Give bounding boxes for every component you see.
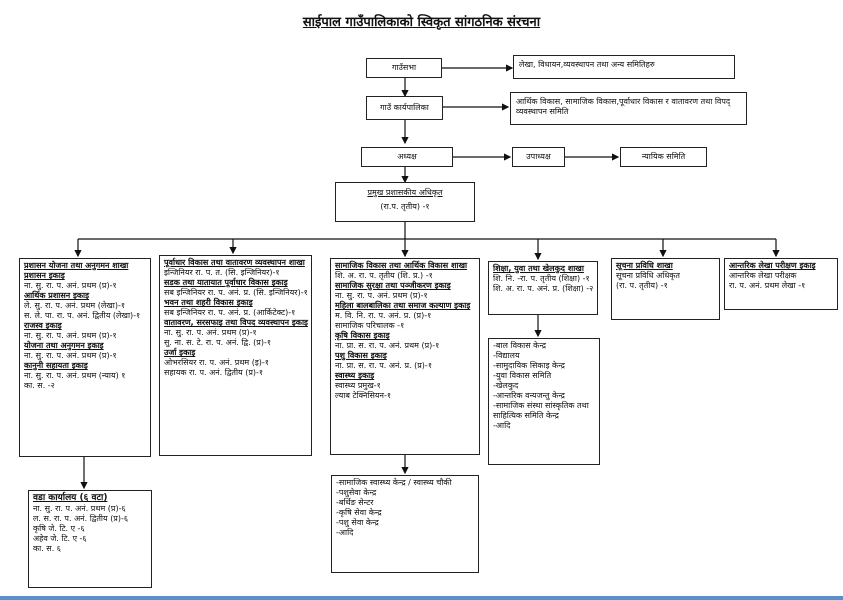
branch-head: सूचना प्रविधि शाखा: [616, 261, 673, 270]
staff-line: का. स. -२: [24, 381, 55, 390]
adhyaksha-node: [361, 147, 453, 167]
staff-line: सूचना प्रविधि अधिकृत: [616, 271, 680, 280]
list-item: -कृषि सेवा केन्द्र: [336, 508, 382, 517]
list-item: -सामाजिक स्वास्थ्य केन्द्र / स्वास्थ्य चौकी: [336, 478, 452, 487]
branch-head: सामाजिक विकास तथा आर्थिक विकास शाखा: [335, 261, 468, 270]
staff-line: अहेव जे. टि. ए -६: [33, 534, 87, 544]
karyapalika-label: गाउँ कार्यपालिका: [380, 103, 429, 112]
staff-line: स. ले. पा. रा. प. अनं. द्वितीय (लेखा)-१: [24, 311, 141, 320]
list-item: -आन्तरिक वन्यजन्तु केन्द्र: [493, 391, 565, 400]
nyayik-node: [620, 147, 707, 167]
staff-line: ना. सु. रा. प. अनं. प्रथम (प्र)-१: [24, 351, 117, 360]
cao-title: प्रमुख प्रशासकीय अधिकृत: [367, 188, 443, 197]
staff-line: ल. स. रा. प. अनं. द्वितीय (प्र)-६: [33, 514, 129, 524]
staff-line: सब इन्जिनियर रा. प. अनं. प्र. (सि. इन्जिनियर)-१: [164, 288, 308, 297]
staff-line: इन्जिनियर रा. प. त. (सि. इन्जिनियर)-१: [164, 268, 280, 277]
staff-line: रा. प. अनं. प्रथम लेखा -१: [729, 281, 806, 290]
staff-line: ना. सु. रा. प. अनं. प्रथम (न्याय) १: [24, 371, 126, 380]
staff-line: सहायक रा. प. अनं. द्वितीय (प्र)-१: [164, 368, 264, 377]
staff-line: ना. सु. रा. प. अनं. प्रथम (प्र)-१: [335, 291, 428, 300]
ward-office-lines: [33, 504, 147, 554]
branch-education: [488, 261, 598, 315]
staff-line: ना. प्रा. स. रा. प. अनं. प्र. (प्र)-१: [335, 361, 432, 370]
karyapalika-node: [366, 96, 443, 120]
unit-heading: प्रशासन इकाइ: [24, 271, 65, 280]
education-units-box: [488, 338, 600, 465]
unit-heading: सडक तथा यातायात पूर्वाधार विकास इकाइ: [164, 278, 288, 287]
unit-heading: सामाजिक सुरक्षा तथा पञ्जीकरण इकाइ: [335, 281, 451, 290]
list-item: -सामाजिक संस्था सांस्कृतिक तथा साहित्यिक समिति केन्द्र: [493, 401, 589, 420]
education-units-list: [493, 341, 595, 431]
staff-line: ना. सु. रा. प. अनं. प्रथम (प्र)-१: [24, 281, 117, 290]
list-item: -पशुसेवा केन्द्र: [336, 488, 377, 497]
staff-line: सब इन्जिनियर रा. प. अनं. प्र. (आर्किटेक्ट)-१: [164, 308, 296, 317]
unit-heading: आर्थिक प्रशासन इकाइ: [24, 291, 90, 300]
branch-head: आन्तरिक लेखा परीक्षण इकाइ: [729, 261, 816, 270]
list-item: -आदि: [336, 528, 354, 537]
upadhyaksha-node: [512, 147, 565, 167]
unit-heading: महिला बालबालिका तथा समाज कल्याण इकाइ: [335, 301, 471, 310]
health-units-list: [336, 478, 474, 538]
staff-line: कृषि जे. टि. ए -६: [33, 524, 85, 534]
cao-level: (रा.प. तृतीय) -१: [380, 202, 430, 211]
health-units-box: [331, 475, 479, 573]
upadhyaksha-label: उपाध्यक्ष: [526, 152, 551, 161]
branch-head: प्रशासन योजना तथा अनुगमन शाखा: [24, 261, 129, 270]
branch-lines: [335, 271, 475, 401]
branch-lines: [616, 271, 715, 291]
page-title: साईपाल गाउँपालिकाको स्विकृत सांगठनिक संरचना: [302, 15, 541, 30]
staff-line: ना. सु. रा. प. अनं. प्रथम (प्र)-६: [33, 504, 126, 514]
branch-it: [611, 258, 720, 320]
branch-head: शिक्षा, युवा तथा खेलकुद शाखा: [493, 264, 584, 273]
branch-lines: [24, 271, 146, 391]
staff-line: शि. अ. रा. प. अनं. प्र. (शिक्षा) -२: [493, 284, 594, 293]
karyapalika-committee-label: आर्थिक विकास, सामाजिक विकास,पूर्वाधार विकास र वातावरण तथा विपद् व्यवस्थापन समिति: [516, 97, 731, 116]
staff-line: का. स. ६: [33, 544, 61, 554]
staff-line: म. वि. नि. रा. प. अनं. प्र. (प्र)-१: [335, 311, 432, 320]
branch-lines: [729, 271, 833, 291]
staff-line: ले. सु. रा. प. अनं. प्रथम (लेखा)-१: [24, 301, 126, 310]
bottom-bar: [0, 596, 843, 600]
branch-infrastructure: [159, 255, 312, 456]
unit-heading: कृषि विकास इकाइ: [335, 331, 390, 340]
list-item: -आदि: [493, 421, 511, 430]
branch-social-economic: [330, 258, 480, 455]
list-item: -युवा विकास समिति: [493, 371, 552, 380]
branch-lines: [164, 268, 307, 378]
staff-line: स्वास्थ्य प्रमुख-१: [335, 381, 381, 390]
staff-line: सामाजिक परिचालक -१: [335, 321, 405, 330]
gaunsabha-committee-node: [513, 55, 735, 79]
list-item: -बर्थिङ सेन्टर: [336, 498, 374, 507]
staff-line: ना. सु. रा. प. अनं. प्रथम (प्र)-१: [164, 328, 257, 337]
unit-heading: कानुनी सहायता इकाइ: [24, 361, 88, 370]
list-item: -बाल विकास केन्द्र: [493, 341, 547, 350]
list-item: -विद्यालय: [493, 351, 520, 360]
list-item: -पशु सेवा केन्द्र: [336, 518, 379, 527]
unit-heading: भवन तथा शहरी विकास इकाइ: [164, 298, 253, 307]
unit-heading: योजना तथा अनुगमन इकाइ: [24, 341, 104, 350]
branch-audit: [724, 258, 838, 310]
gaunsabha-committee-label: लेखा, विधायन,व्यवस्थापन तथा अन्य समितिहरु: [519, 60, 655, 69]
staff-line: (रा. प. तृतीय) -१: [616, 281, 668, 290]
karyapalika-committee-node: [510, 92, 747, 125]
unit-heading: पशु विकास इकाइ: [335, 351, 387, 360]
staff-line: शि. नि. -रा. प. तृतीय (शिक्षा) -१: [493, 274, 590, 283]
staff-line: ना. सु. रा. प. अनं. प्रथम (प्र)-१: [24, 331, 117, 340]
gaunsabha-label: गाउँसभा: [391, 63, 417, 72]
list-item: -सामुदायिक सिकाइ केन्द्र: [493, 361, 565, 370]
staff-line: सु. ना. स. टे. रा. प. अनं. द्वि. (प्र)-१: [164, 338, 271, 347]
staff-line: आन्तरिक लेखा परीक्षक: [729, 271, 797, 280]
staff-line: ल्याब टेक्निसियन-१: [335, 391, 392, 400]
branch-admin: [19, 258, 151, 457]
branch-head: पूर्वाधार विकास तथा वातावरण व्यवस्थापन शाखा: [164, 258, 305, 267]
ward-office-title: वडा कार्यालय (६ वटा): [33, 493, 108, 503]
staff-line: ना. प्रा. स. रा. प. अनं. प्रथम (प्र)-१: [335, 341, 440, 350]
unit-heading: उर्जा इकाइ: [164, 348, 196, 357]
ward-office-box: [28, 490, 152, 588]
list-item: -खेलकुद: [493, 381, 519, 390]
cao-node: [335, 182, 475, 222]
adhyaksha-label: अध्यक्ष: [397, 152, 417, 161]
nyayik-label: न्यायिक समिति: [641, 152, 686, 161]
staff-line: शि. अ. रा. प. तृतीय (शि. प्र.) -१: [335, 271, 433, 280]
staff-line: ओभरसियर रा. प. अनं. प्रथम (इ)-१: [164, 358, 269, 367]
branch-lines: [493, 274, 593, 294]
unit-heading: स्वास्थ्य इकाइ: [335, 371, 375, 380]
unit-heading: राजस्व इकाइ: [24, 321, 62, 330]
unit-heading: वातावरण, सरसफाइ तथा विपद व्यवस्थापन इकाइ: [164, 318, 308, 327]
gaunsabha-node: [366, 58, 442, 78]
